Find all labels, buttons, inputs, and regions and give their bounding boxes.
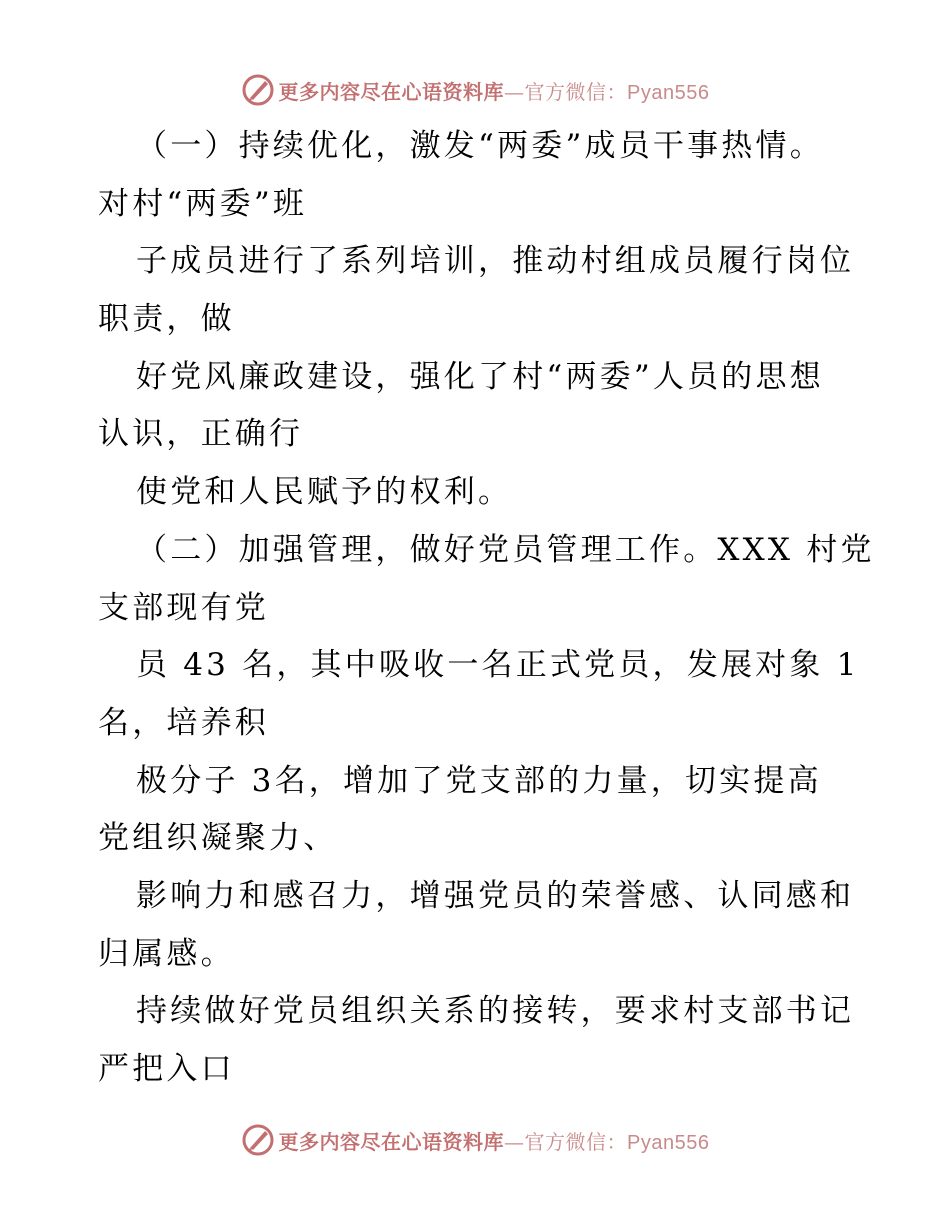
- watermark-label: 官方微信：: [524, 79, 628, 104]
- body-line: 好党风廉政建设，强化了村“两委”人员的思想: [136, 358, 824, 395]
- watermark-wechat-id: Pyan556: [627, 1131, 710, 1154]
- watermark-brand: 更多内容尽在心语资料库: [278, 1129, 505, 1154]
- watermark-separator: —: [504, 79, 525, 104]
- body-line: 严把入口: [98, 1051, 235, 1087]
- watermark-text: [279, 76, 710, 105]
- quill-logo-icon: [241, 73, 275, 107]
- body-line: 子成员进行了系列培训，推动村组成员履行岗位: [136, 243, 855, 280]
- watermark-wechat-id: Pyan556: [627, 81, 710, 104]
- body-line: 归属感。: [98, 935, 235, 972]
- body-line: （一）持续优化，激发“两委”成员干事热情。: [136, 128, 824, 164]
- watermark-label: 官方微信：: [524, 1129, 628, 1154]
- body-line: （二）加强管理，做好党员管理工作。XXX 村党: [136, 531, 875, 568]
- body-line: 持续做好党员组织关系的接转，要求村支部书记: [136, 993, 855, 1030]
- body-line: 支部现有党: [98, 589, 269, 626]
- body-line: 名，培养积: [98, 704, 269, 741]
- footer-watermark: [0, 1120, 950, 1160]
- body-line: 影响力和感召力，增强党员的荣誉感、认同感和: [136, 877, 855, 914]
- body-line: 员 43 名，其中吸收一名正式党员，发展对象 1: [136, 647, 860, 684]
- watermark-separator: —: [504, 1129, 525, 1154]
- document-body: [98, 118, 875, 1099]
- header-watermark: [0, 70, 950, 110]
- body-line: 认识，正确行: [98, 416, 304, 453]
- body-line: 对村“两委”班: [98, 185, 308, 222]
- body-line: 极分子 3名，增加了党支部的力量，切实提高: [136, 762, 822, 799]
- body-line: 使党和人民赋予的权利。: [136, 474, 513, 511]
- watermark-brand: 更多内容尽在心语资料库: [278, 79, 505, 104]
- body-line: 党组织凝聚力、: [98, 820, 338, 857]
- body-line: 职责，做: [98, 301, 235, 338]
- quill-logo-icon: [241, 1123, 275, 1157]
- watermark-text: [279, 1126, 710, 1155]
